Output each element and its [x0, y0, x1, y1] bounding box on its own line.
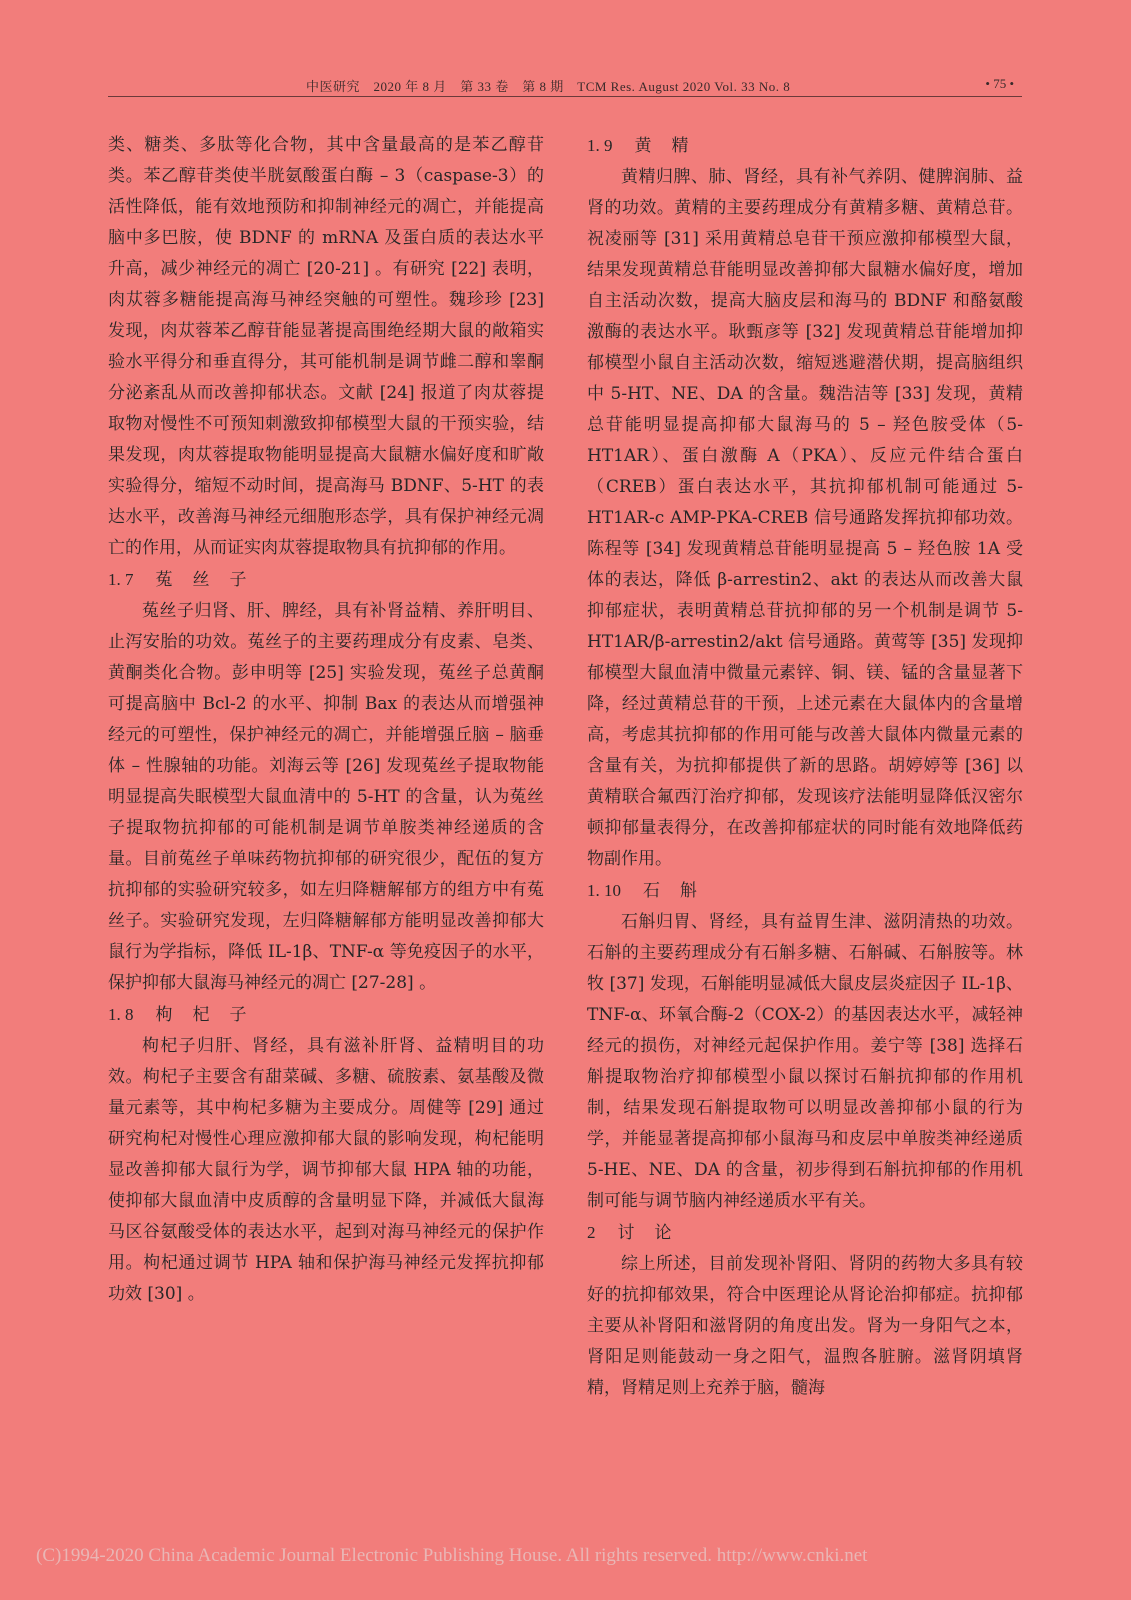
- section-number: 2: [587, 1223, 596, 1242]
- paragraph-gouqizi: 枸杞子归肝、肾经，具有滋补肝肾、益精明目的功效。枸杞子主要含有甜菜碱、多糖、硫胺素、氨基酸及微量元素等，其中枸杞多糖为主要成分。周健等 [29] 通过研究枸杞对慢性心理应激抑郁大鼠的影响发现，枸杞能明显改善抑郁大鼠行为学，调节抑郁大鼠 HPA 轴的功能，使抑郁大鼠血清中皮质醇的含量明显下降，并减低大鼠海马区谷氨酸受体的表达水平，起到对海马神经元的保护作用。枸杞通过调节 HPA 轴和保护海马神经元发挥抗抑郁功效 [30] 。: [108, 1036, 544, 1304]
- section-heading-2: [587, 1217, 1023, 1249]
- section-heading-1-8: [108, 999, 544, 1031]
- running-header: [108, 74, 1022, 97]
- copyright-footer: (C)1994-2020 China Academic Journal Electronic Publishing House. All rights reserved. http://www.cnki.net: [36, 1545, 868, 1566]
- paragraph-shihu: 石斛归胃、肾经，具有益胃生津、滋阴清热的功效。石斛的主要药理成分有石斛多糖、石斛碱、石斛胺等。林牧 [37] 发现，石斛能明显减低大鼠皮层炎症因子 IL-1β、TNF-α、环氧合酶-2（COX-2）的基因表达水平，减轻神经元的损伤，对神经元起保护作用。姜宁等 [38] 选择石斛提取物治疗抑郁模型小鼠以探讨石斛抗抑郁的作用机制，结果发现石斛提取物可以明显改善抑郁小鼠的行为学，并能显著提高抑郁小鼠海马和皮层中单胺类神经递质 5-HE、NE、DA 的含量，初步得到石斛抗抑郁的作用机制可能与调节脑内神经递质水平有关。: [587, 912, 1023, 1211]
- paragraph-tusizi: 菟丝子归肾、肝、脾经，具有补肾益精、养肝明目、止泻安胎的功效。菟丝子的主要药理成分有皮素、皂类、黄酮类化合物。彭申明等 [25] 实验发现，菟丝子总黄酮可提高脑中 Bcl-2 的水平、抑制 Bax 的表达从而增强神经元的可塑性，保护神经元的凋亡，并能增强丘脑 – 脑垂体 – 性腺轴的功能。刘海云等 [26] 发现菟丝子提取物能明显提高失眠模型大鼠血清中的 5-HT 的含量，认为菟丝子提取物抗抑郁的可能机制是调节单胺类神经递质的含量。目前菟丝子单味药物抗抑郁的研究很少，配伍的复方抗抑郁的实验研究较多，如左归降糖解郁方的组方中有菟丝子。实验研究发现，左归降糖解郁方能明显改善抑郁大鼠行为学指标，降低 IL-1β、TNF-α 等免疫因子的水平，保护抑郁大鼠海马神经元的凋亡 [27-28] 。: [108, 601, 544, 993]
- section-title: 黄精: [634, 136, 709, 156]
- section-title: 石斛: [643, 881, 717, 901]
- section-heading-1-9: [587, 130, 1023, 162]
- section-heading-1-10: [587, 875, 1023, 907]
- journal-citation: 中医研究 2020 年 8 月 第 33 卷 第 8 期 TCM Res. August 2020 Vol. 33 No. 8: [306, 79, 791, 94]
- section-number: 1. 7: [108, 570, 134, 589]
- left-column: [108, 130, 544, 1310]
- section-heading-1-7: [108, 564, 544, 596]
- section-number: 1. 9: [587, 136, 613, 155]
- right-column: [587, 130, 1023, 1404]
- section-number: 1. 8: [108, 1005, 134, 1024]
- section-number: 1. 10: [587, 881, 621, 900]
- section-title: 讨论: [617, 1223, 692, 1243]
- paragraph-discussion: 综上所述，目前发现补肾阳、肾阴的药物大多具有较好的抗抑郁效果，符合中医理论从肾论治抑郁症。抗抑郁主要从补肾阳和滋肾阴的角度出发。肾为一身阳气之本，肾阳足则能鼓动一身之阳气，温煦各脏腑。滋肾阴填肾精，肾精足则上充养于脑，髓海: [587, 1254, 1023, 1398]
- page-number: • 75 •: [985, 76, 1014, 91]
- section-title: 菟丝子: [155, 570, 267, 590]
- paragraph-huangjing: 黄精归脾、肺、肾经，具有补气养阴、健脾润肺、益肾的功效。黄精的主要药理成分有黄精多糖、黄精总苷。祝凌丽等 [31] 采用黄精总皂苷干预应激抑郁模型大鼠，结果发现黄精总苷能明显改善抑郁大鼠糖水偏好度，增加自主活动次数，提高大脑皮层和海马的 BDNF 和酪氨酸激酶的表达水平。耿甄彦等 [32] 发现黄精总苷能增加抑郁模型小鼠自主活动次数，缩短逃避潜伏期，提高脑组织中 5-HT、NE、DA 的含量。魏浩洁等 [33] 发现，黄精总苷能明显提高抑郁大鼠海马的 5 – 羟色胺受体（5-HT1AR）、蛋白激酶 A（PKA）、反应元件结合蛋白（CREB）蛋白表达水平，其抗抑郁机制可能通过 5-HT1AR-c AMP-PKA-CREB 信号通路发挥抗抑郁功效。陈程等 [34] 发现黄精总苷能明显提高 5 – 羟色胺 1A 受体的表达，降低 β-arrestin2、akt 的表达从而改善大鼠抑郁症状，表明黄精总苷抗抑郁的另一个机制是调节 5-HT1AR/β-arrestin2/akt 信号通路。黄莺等 [35] 发现抑郁模型大鼠血清中微量元素锌、铜、镁、锰的含量显著下降，经过黄精总苷的干预，上述元素在大鼠体内的含量增高，考虑其抗抑郁的作用可能与改善大鼠体内微量元素的含量有关，为抗抑郁提供了新的思路。胡婷婷等 [36] 以黄精联合氟西汀治疗抑郁，发现该疗法能明显降低汉密尔顿抑郁量表得分，在改善抑郁症状的同时能有效地降低药物副作用。: [587, 167, 1023, 869]
- paragraph-cistanche-continued: 类、糖类、多肽等化合物，其中含量最高的是苯乙醇苷类。苯乙醇苷类使半胱氨酸蛋白酶 – 3（caspase-3）的活性降低，能有效地预防和抑制神经元的凋亡，并能提高脑中多巴胺，使 BDNF 的 mRNA 及蛋白质的表达水平升高，减少神经元的凋亡 [20-21] 。有研究 [22] 表明，肉苁蓉多糖能提高海马神经突触的可塑性。魏珍珍 [23] 发现，肉苁蓉苯乙醇苷能显著提高围绝经期大鼠的敞箱实验水平得分和垂直得分，其可能机制是调节雌二醇和睾酮分泌紊乱从而改善抑郁状态。文献 [24] 报道了肉苁蓉提取物对慢性不可预知刺激致抑郁模型大鼠的干预实验，结果发现，肉苁蓉提取物能明显提高大鼠糖水偏好度和旷敞实验得分，缩短不动时间，提高海马 BDNF、5-HT 的表达水平，改善海马神经元细胞形态学，具有保护神经元凋亡的作用，从而证实肉苁蓉提取物具有抗抑郁的作用。: [108, 135, 544, 558]
- section-title: 枸杞子: [155, 1005, 267, 1025]
